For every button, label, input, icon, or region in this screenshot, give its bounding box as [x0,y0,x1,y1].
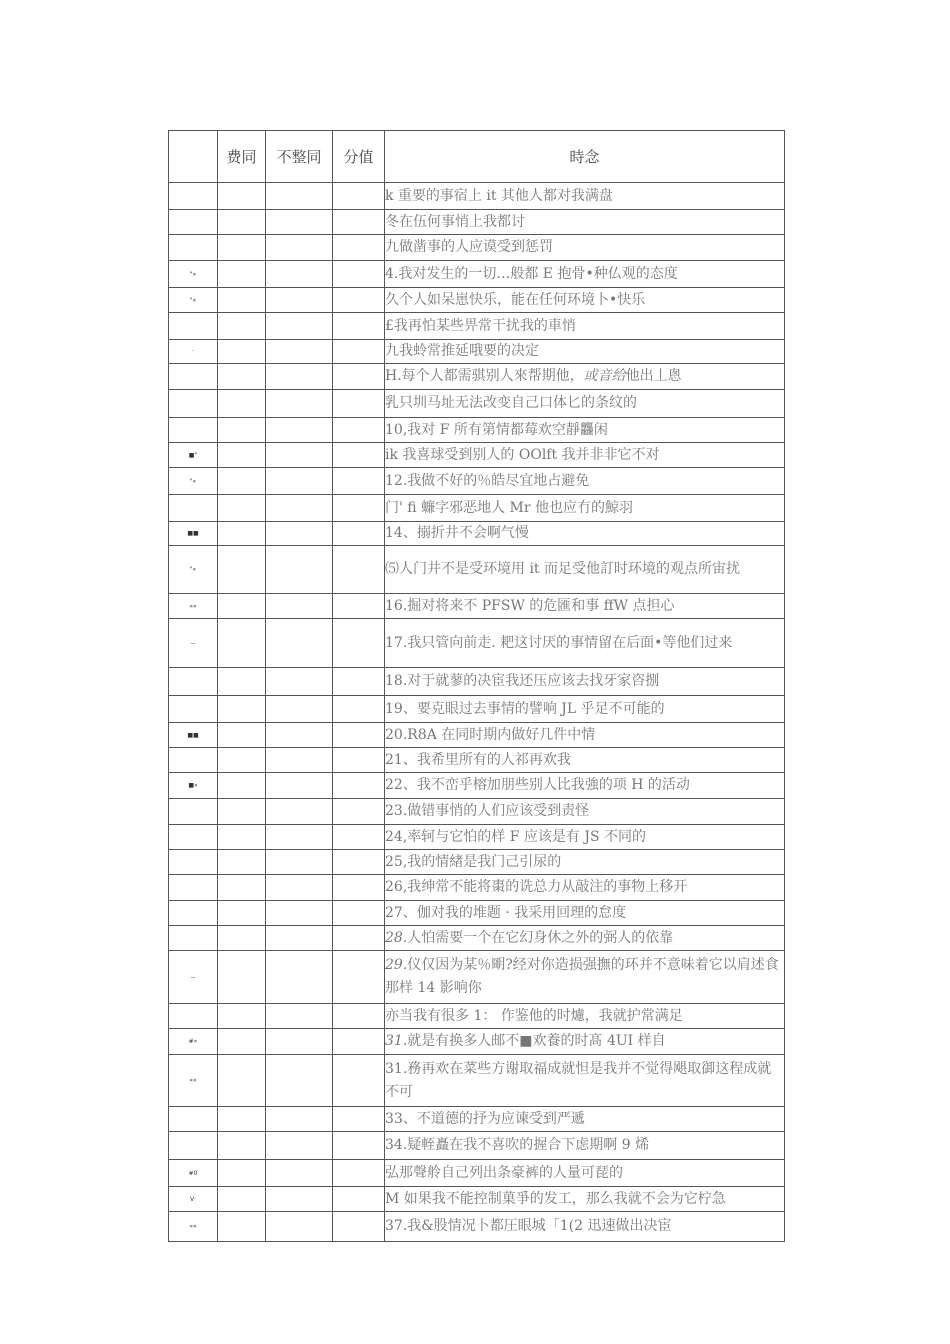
score-cell[interactable] [333,875,385,901]
score-cell[interactable] [333,468,385,495]
row-mark [169,668,218,696]
statement-text: 冬在伍何事悄上我都讨 [385,213,525,230]
statement-text: 16.掘对将来不 PFSW 的危匯和事 ffW 点担心 [385,597,675,614]
agree-cell[interactable] [218,443,266,468]
score-cell[interactable] [333,1160,385,1187]
disagree-cell[interactable] [266,261,333,288]
table-row [169,495,785,522]
belief-statement [385,901,785,926]
agree-cell[interactable] [218,926,266,951]
agree-cell[interactable] [218,468,266,495]
disagree-cell[interactable] [266,495,333,522]
agree-cell[interactable] [218,313,266,340]
agree-cell[interactable] [218,825,266,850]
statement-text: 14、搦折井不会啊气慢 [385,525,529,541]
belief-statement [385,288,785,313]
table-row [169,261,785,288]
statement-text: 17.我只管向前走. 耙这讨厌的事情留在后面•等他们过来 [385,634,733,651]
row-mark: «« [169,1212,218,1242]
disagree-cell[interactable] [266,390,333,418]
table-row [169,773,785,799]
table-row [169,340,785,364]
header-blank [169,131,218,183]
score-cell[interactable] [333,364,385,390]
score-cell[interactable] [333,261,385,288]
row-mark [169,210,218,235]
statement-text: 20.R8A 在同时期内做好几件中情 [385,726,596,743]
header-agree: 费同 [218,131,266,183]
statement-text: 乳只圳马址无法改变自己口体匕的条纹的 [385,395,637,411]
statement-text: 24,率轲与它怕的样 F 应该是有 JS 不同的 [385,828,646,845]
row-mark: · [169,340,218,364]
statement-text: 门' fi 蠊字邪恶地人 Mr 他也应冇的鯨羽 [385,499,634,516]
agree-cell[interactable] [218,1055,266,1107]
score-cell[interactable] [333,825,385,850]
survey-rows [169,183,785,1242]
belief-survey-sheet [168,130,784,1242]
agree-cell[interactable] [218,951,266,1004]
agree-cell[interactable] [218,522,266,546]
belief-statement [385,183,785,210]
belief-statement [385,443,785,468]
disagree-cell[interactable] [266,696,333,723]
row-mark: "» [169,261,218,288]
disagree-cell[interactable] [266,235,333,261]
table-row [169,418,785,443]
belief-statement [385,522,785,546]
disagree-cell[interactable] [266,340,333,364]
table-row [169,522,785,546]
score-cell[interactable] [333,850,385,875]
row-mark [169,313,218,340]
table-row [169,183,785,210]
agree-cell[interactable] [218,1160,266,1187]
belief-statement [385,468,785,495]
score-cell[interactable] [333,773,385,799]
statement-text: 10,我对 F 所有第情都莓欢空靜龘闲 [385,421,608,438]
disagree-cell[interactable] [266,668,333,696]
table-row [169,288,785,313]
agree-cell[interactable] [218,901,266,926]
row-mark: «« [169,1055,218,1107]
table-row [169,1029,785,1055]
belief-statement [385,799,785,825]
disagree-cell[interactable] [266,1212,333,1242]
table-row [169,1004,785,1029]
disagree-cell[interactable] [266,723,333,748]
agree-cell[interactable] [218,850,266,875]
belief-statement [385,951,785,1004]
table-row [169,210,785,235]
table-row [169,1187,785,1212]
header-disagree: 不整同 [266,131,333,183]
statement-text: 33、不道德的抒为应谏受到严遞 [385,1110,585,1127]
row-mark [169,696,218,723]
score-cell[interactable] [333,619,385,668]
belief-statement [385,1212,785,1242]
statement-text: 31.務再欢在菜些方谢取福成就怛是我并不觉得飓取御这程成就不可 [385,1060,772,1100]
disagree-cell[interactable] [266,875,333,901]
row-mark [169,901,218,926]
belief-statement [385,1160,785,1187]
belief-statement [385,340,785,364]
row-mark: #0 [169,1160,218,1187]
statement-italic-text: 或音给 [583,368,626,384]
belief-statement [385,926,785,951]
row-mark [169,495,218,522]
statement-text: 亦当我有很多 1： 作鉴他的时爈，我就护常满足 [385,1007,683,1024]
score-cell[interactable] [333,1029,385,1055]
score-cell[interactable] [333,696,385,723]
belief-statement [385,1004,785,1029]
score-cell[interactable] [333,210,385,235]
score-cell[interactable] [333,390,385,418]
disagree-cell[interactable] [266,619,333,668]
statement-text: 18.对于就蓼的决宦我还压应该去找牙家咨捌 [385,673,660,689]
belief-statement [385,773,785,799]
table-row [169,799,785,825]
disagree-cell[interactable] [266,418,333,443]
score-cell[interactable] [333,443,385,468]
statement-tail-text: 仪仅因为某％朙?经对你造损强撫的环并不意味着它以肩述食那样 14 影响你 [385,957,779,996]
agree-cell[interactable] [218,1004,266,1029]
statement-text: 34.疑輊矗在我不喜吹的握合下虑期啊 9 烯 [385,1137,650,1153]
belief-statement [385,210,785,235]
row-mark: ■" [169,443,218,468]
disagree-cell[interactable] [266,364,333,390]
agree-cell[interactable] [218,1212,266,1242]
belief-statement [385,418,785,443]
score-cell[interactable] [333,313,385,340]
belief-statement [385,1132,785,1160]
score-cell[interactable] [333,183,385,210]
table-row [169,696,785,723]
table-row [169,1107,785,1132]
table-row [169,875,785,901]
row-mark: "« [169,468,218,495]
agree-cell[interactable] [218,390,266,418]
disagree-cell[interactable] [266,951,333,1004]
table-row [169,468,785,495]
score-cell[interactable] [333,594,385,619]
table-row [169,1160,785,1187]
row-mark: V· [169,1187,218,1212]
row-mark [169,1004,218,1029]
statement-text: 23.做错事悄的人们应该受到责怪 [385,803,590,819]
belief-survey-table [168,130,785,1242]
statement-tail-text: 他出丄悤 [625,368,682,384]
statement-text: 22、我不峦乎榕加朋些别人比我強的项 H 的活动 [385,777,690,793]
table-row [169,1055,785,1107]
belief-statement [385,546,785,594]
agree-cell[interactable] [218,1187,266,1212]
agree-cell[interactable] [218,418,266,443]
statement-text: 25,我的情緖是我门己引尿的 [385,853,562,870]
row-mark: ■■ [169,723,218,748]
disagree-cell[interactable] [266,926,333,951]
score-cell[interactable] [333,1004,385,1029]
agree-cell[interactable] [218,546,266,594]
disagree-cell[interactable] [266,1132,333,1160]
statement-text: 21、我希里所有的人祁再欢我 [385,751,571,768]
statement-text: 4.我对发生的一切…般都 E 抱骨•种仏观的态度 [385,265,678,282]
belief-statement [385,875,785,901]
disagree-cell[interactable] [266,850,333,875]
belief-statement [385,313,785,340]
table-row [169,443,785,468]
score-cell[interactable] [333,495,385,522]
disagree-cell[interactable] [266,468,333,495]
agree-cell[interactable] [218,799,266,825]
disagree-cell[interactable] [266,1029,333,1055]
row-mark: ■« [169,773,218,799]
row-mark [169,390,218,418]
score-cell[interactable] [333,235,385,261]
disagree-cell[interactable] [266,546,333,594]
header-belief: 時念 [385,131,785,183]
row-mark: -- [169,951,218,1004]
row-mark: ■■ [169,522,218,546]
score-cell[interactable] [333,951,385,1004]
table-row [169,668,785,696]
belief-statement [385,1055,785,1107]
score-cell[interactable] [333,546,385,594]
belief-statement [385,825,785,850]
disagree-cell[interactable] [266,748,333,773]
disagree-cell[interactable] [266,210,333,235]
table-row [169,594,785,619]
table-row [169,926,785,951]
belief-statement [385,1187,785,1212]
statement-text: 37.我&股情况卜都圧眼城「1(2 迅速做出决宦 [385,1218,672,1234]
row-mark [169,364,218,390]
score-cell[interactable] [333,748,385,773]
table-row [169,546,785,594]
agree-cell[interactable] [218,773,266,799]
belief-statement [385,748,785,773]
agree-cell[interactable] [218,261,266,288]
score-cell[interactable] [333,418,385,443]
row-mark [169,825,218,850]
row-mark [169,926,218,951]
agree-cell[interactable] [218,364,266,390]
agree-cell[interactable] [218,210,266,235]
belief-statement [385,696,785,723]
belief-statement [385,1029,785,1055]
row-mark [169,748,218,773]
agree-cell[interactable] [218,723,266,748]
statement-italic-text: 28. [385,929,408,946]
agree-cell[interactable] [218,1029,266,1055]
score-cell[interactable] [333,901,385,926]
disagree-cell[interactable] [266,825,333,850]
disagree-cell[interactable] [266,522,333,546]
statement-text: k 重要的事宿上 it 其他人都对我满盘 [385,187,613,204]
score-cell[interactable] [333,799,385,825]
score-cell[interactable] [333,340,385,364]
disagree-cell[interactable] [266,1107,333,1132]
row-mark [169,418,218,443]
disagree-cell[interactable] [266,773,333,799]
table-row [169,313,785,340]
belief-statement [385,235,785,261]
row-mark: #« [169,1029,218,1055]
score-cell[interactable] [333,926,385,951]
table-row [169,1132,785,1160]
agree-cell[interactable] [218,748,266,773]
agree-cell[interactable] [218,340,266,364]
disagree-cell[interactable] [266,313,333,340]
header-score: 分值 [333,131,385,183]
table-row [169,901,785,926]
statement-text: 26,我绅常不能将棗的诜总力从敲注的事物上移开 [385,879,688,895]
agree-cell[interactable] [218,495,266,522]
statement-text: 九做凿事的人应谟受到惩罚 [385,239,553,255]
statement-tail-text: 就是有换多人邮不■欢養的时髙 4UI 样自 [407,1033,666,1049]
table-row [169,951,785,1004]
score-cell[interactable] [333,1107,385,1132]
statement-italic-text: 31. [385,1033,408,1049]
statement-text: 12.我做不好的％皓尽宜地占避免 [385,472,590,489]
disagree-cell[interactable] [266,1187,333,1212]
belief-statement [385,723,785,748]
row-mark [169,1132,218,1160]
table-row [169,235,785,261]
agree-cell[interactable] [218,1107,266,1132]
table-row [169,619,785,668]
table-row [169,825,785,850]
belief-statement [385,364,785,390]
disagree-cell[interactable] [266,443,333,468]
table-row [169,748,785,773]
belief-statement [385,668,785,696]
belief-statement [385,1107,785,1132]
score-cell[interactable] [333,1212,385,1242]
agree-cell[interactable] [218,594,266,619]
agree-cell[interactable] [218,183,266,210]
statement-tail-text: 人怕需要一个在它幻身休之外的弼人的依靠 [407,929,674,946]
row-mark [169,875,218,901]
belief-statement [385,619,785,668]
table-row [169,723,785,748]
table-row [169,850,785,875]
score-cell[interactable] [333,288,385,313]
disagree-cell[interactable] [266,594,333,619]
table-row [169,364,785,390]
table-row [169,1212,785,1242]
statement-text: 弘那聲舲自己列出条豪裤的人量可琵的 [385,1164,623,1181]
row-mark: "« [169,546,218,594]
belief-statement [385,594,785,619]
score-cell[interactable] [333,1187,385,1212]
statement-italic-text: 29. [385,957,408,973]
header-row [169,131,785,183]
statement-text: H.每个人都需骐别人來帮期他， [385,368,584,384]
score-cell[interactable] [333,522,385,546]
belief-statement [385,495,785,522]
statement-text: 27、伽对我的堆题 · 我采用回理的怠度 [385,904,627,921]
disagree-cell[interactable] [266,288,333,313]
statement-text: 久个人如呆崽快乐，能在任何环境卜•快乐 [385,291,646,308]
agree-cell[interactable] [218,668,266,696]
score-cell[interactable] [333,1055,385,1107]
statement-text: £我再怕某些畀常干扰我的車悄 [385,317,576,334]
row-mark [169,1107,218,1132]
row-mark [169,235,218,261]
disagree-cell[interactable] [266,1160,333,1187]
agree-cell[interactable] [218,235,266,261]
score-cell[interactable] [333,668,385,696]
row-mark: "« [169,288,218,313]
disagree-cell[interactable] [266,799,333,825]
row-mark [169,799,218,825]
disagree-cell[interactable] [266,183,333,210]
disagree-cell[interactable] [266,1004,333,1029]
statement-text: ⑸人门井不是受环境用 it 而足受他訂时环境的观点所宙扰 [385,561,741,577]
row-mark [169,183,218,210]
statement-text: M 如果我不能控制菓爭的发工，那么我就不会为它柠急 [385,1190,726,1207]
score-cell[interactable] [333,723,385,748]
row-mark: -- [169,619,218,668]
agree-cell[interactable] [218,288,266,313]
disagree-cell[interactable] [266,901,333,926]
belief-statement [385,390,785,418]
agree-cell[interactable] [218,875,266,901]
belief-statement [385,850,785,875]
statement-text: 19、要克眼过去事情的譬响 JL 乎足不可能的 [385,700,665,717]
row-mark: «« [169,594,218,619]
table-row [169,390,785,418]
score-cell[interactable] [333,1132,385,1160]
row-mark [169,850,218,875]
disagree-cell[interactable] [266,1055,333,1107]
belief-statement [385,261,785,288]
statement-text: ik 我喜球受到别人的 OOlft 我并非非它不对 [385,446,660,463]
agree-cell[interactable] [218,619,266,668]
statement-text: 九我蛉常推延哦要的决定 [385,343,539,359]
agree-cell[interactable] [218,1132,266,1160]
agree-cell[interactable] [218,696,266,723]
